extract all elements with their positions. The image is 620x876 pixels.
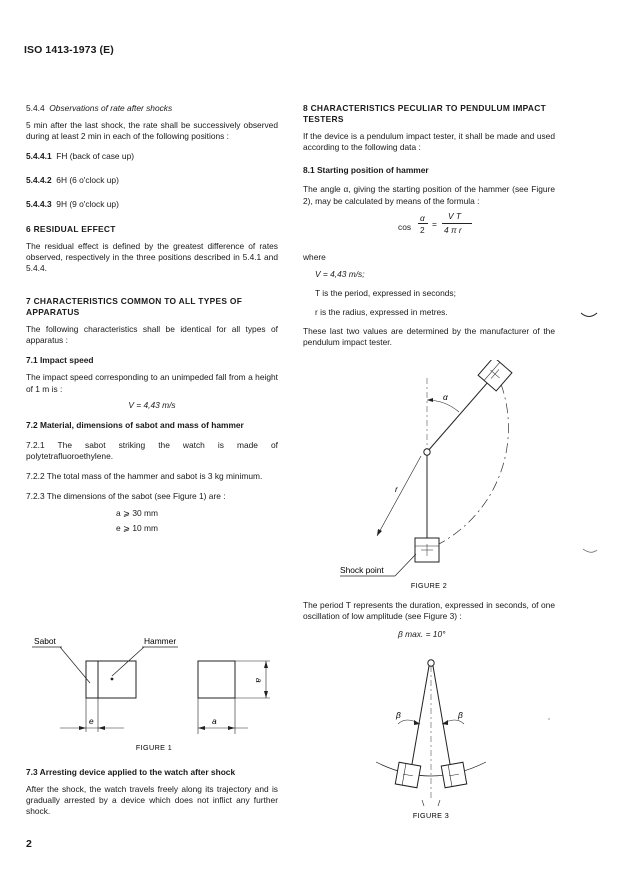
paragraph-manufacturer: These last two values are determined by the manufacturer of the pendulum impact tester. (303, 326, 555, 348)
item-number: 5.4.4.2 (26, 175, 52, 186)
heading-section-6: 6 RESIDUAL EFFECT (26, 223, 116, 234)
paragraph-7-2-2: 7.2.2 The total mass of the hammer and sabot is 3 kg minimum. (26, 470, 263, 481)
formula (398, 210, 555, 244)
item-number: 5.4.4.1 (26, 151, 52, 162)
fig3-right-tail (438, 800, 440, 806)
fig1-e-label: e (89, 716, 94, 726)
left-column (26, 103, 278, 534)
heading-section-8: 8 CHARACTERISTICS PECULIAR TO PENDULUM IMPACT TESTERS (303, 103, 547, 125)
where-label: where (303, 251, 326, 262)
formula-denominator: 4 π r (444, 224, 462, 235)
formula-right-fraction-bar (442, 223, 472, 224)
paragraph-7-2-1: 7.2.1 The sabot striking the watch is made of polytetrafluoroethylene. (26, 439, 278, 461)
formula-numerator: V T (448, 210, 462, 221)
figure-1-diagram (26, 628, 286, 753)
item-number: 5.4.4.3 (26, 199, 52, 210)
figure-2-label: FIGURE 2 (410, 581, 448, 590)
fig2-radius-arrow (377, 529, 382, 536)
period-paragraph-block (303, 600, 555, 640)
margin-mark-bottom-curve (583, 549, 597, 552)
fig2-raised-arm (427, 374, 495, 452)
fig3-left-beta-label: β (396, 710, 401, 720)
page-number: 2 (26, 838, 32, 850)
dimension-a: a ⩾ 30 mm (116, 508, 158, 519)
paragraph-7-2-3: 7.2.3 The dimensions of the sabot (see Figure 1) are : (26, 491, 226, 502)
formula-left-fraction-bar (418, 223, 428, 224)
paragraph-section-8: If the device is a pendulum impact tester, it shall be made and used according to the following data : (303, 131, 555, 153)
formula-cos: cos (398, 221, 412, 232)
fig3-left-tail (422, 800, 424, 806)
figure-2-diagram (305, 360, 565, 592)
fig2-shock-leader (395, 554, 416, 576)
item-text: 6H (6 o'clock up) (56, 175, 119, 186)
margin-mark-bottom (582, 546, 598, 556)
definition-r: r is the radius, expressed in metres. (315, 306, 448, 317)
dimension-e: e ⩾ 10 mm (116, 523, 158, 534)
fig1-sabot-rect (86, 661, 98, 698)
fig3-left-arm (412, 666, 429, 764)
right-column (303, 103, 555, 357)
fig3-pivot (428, 660, 434, 666)
heading-7-1: 7.1 Impact speed (26, 355, 94, 366)
fig2-alpha-arrow (427, 398, 433, 402)
fig2-alpha-label: α (443, 392, 448, 402)
heading-text: Observations of rate after shocks (49, 103, 173, 113)
margin-mark-top-curve (581, 313, 597, 317)
paragraph-period: The period T represents the duration, expressed in seconds, of one oscillation of low amplitude (see Figure 3) : (303, 600, 555, 622)
item-5-4-4-3 (26, 199, 278, 210)
impact-speed-value: V = 4,43 m/s (128, 399, 176, 410)
item-text: 9H (9 o'clock up) (56, 199, 119, 210)
fig3-right-beta-label: β (458, 710, 463, 720)
formula-alpha: α (420, 212, 425, 223)
fig1-e-arrow-right (98, 726, 105, 730)
fig1-a-arrow-left (198, 726, 205, 730)
fig1-a-label-vertical: a (254, 678, 264, 683)
fig1-sabot-face-rect (198, 661, 235, 698)
paragraph-5-4-4: 5 min after the last shock, the rate shall be successively observed during at least 2 min in each of the following positions : (26, 120, 278, 142)
fig1-hammer-label: Hammer (144, 636, 177, 646)
heading-number: 5.4.4 (26, 103, 45, 113)
margin-mark-top (580, 308, 598, 322)
fig3-right-hammer (441, 762, 466, 787)
fig2-raised-hammer (478, 360, 512, 391)
fig1-a-label-horizontal: a (212, 716, 217, 726)
section-7-3 (26, 767, 278, 826)
paragraph-7-3: After the shock, the watch travels freely along its trajectory and is gradually arrested by a device which does not inflict any further shock. (26, 784, 278, 817)
item-5-4-4-2 (26, 175, 278, 186)
heading-8-1: 8.1 Starting position of hammer (303, 165, 429, 176)
paragraph-8-1: The angle α, giving the starting position of the hammer (see Figure 2), may be calculated by means of the formula : (303, 184, 555, 206)
fig1-a-arrow-bottom (264, 691, 268, 698)
fig1-e-arrow-left (79, 726, 86, 730)
fig1-a-arrow-right (228, 726, 235, 730)
definition-v: V = 4,43 m/s; (315, 268, 365, 279)
item-text: FH (back of case up) (56, 151, 135, 162)
figure-3-diagram (370, 652, 550, 824)
definition-t: T is the period, expressed in seconds; (315, 287, 456, 298)
figure-1-label: FIGURE 1 (135, 743, 173, 752)
heading-section-7: 7 CHARACTERISTICS COMMON TO ALL TYPES OF APPARATUS (26, 295, 243, 318)
paragraph-7-1: The impact speed corresponding to an unimpeded fall from a height of 1 m is : (26, 372, 278, 394)
fig1-hammer-center (111, 678, 114, 681)
fig1-hammer-rect (98, 661, 136, 698)
fig1-a-arrow-top (264, 661, 268, 668)
fig3-right-arm (433, 666, 450, 764)
fig2-r-label: r (395, 484, 398, 494)
fig1-sabot-label: Sabot (34, 636, 56, 646)
fig2-pivot (424, 449, 430, 455)
fig3-left-hammer (395, 762, 420, 787)
figure-3-label: FIGURE 3 (412, 811, 450, 820)
document-header: ISO 1413-1973 (E) (24, 44, 114, 56)
item-5-4-4-1 (26, 151, 278, 162)
heading-7-3: 7.3 Arresting device applied to the watch after shock (26, 767, 236, 777)
heading-7-2: 7.2 Material, dimensions of sabot and mass of hammer (26, 419, 244, 430)
formula-two: 2 (420, 224, 425, 235)
fig2-arc (433, 384, 508, 547)
formula-equals: = (432, 218, 437, 229)
beta-max-label: β max. = 10° (398, 629, 446, 640)
paragraph-section-6: The residual effect is defined by the greatest difference of rates observed, respectively in the three positions described in 5.4.1 and 5.4.4. (26, 240, 278, 273)
fig2-raised-hammer-body (478, 360, 512, 391)
fig2-radius-line (377, 456, 421, 536)
paragraph-section-7: The following characteristics shall be identical for all types of apparatus : (26, 324, 278, 346)
heading-5-4-4 (26, 103, 278, 114)
fig2-shock-point-label: Shock point (340, 565, 384, 575)
